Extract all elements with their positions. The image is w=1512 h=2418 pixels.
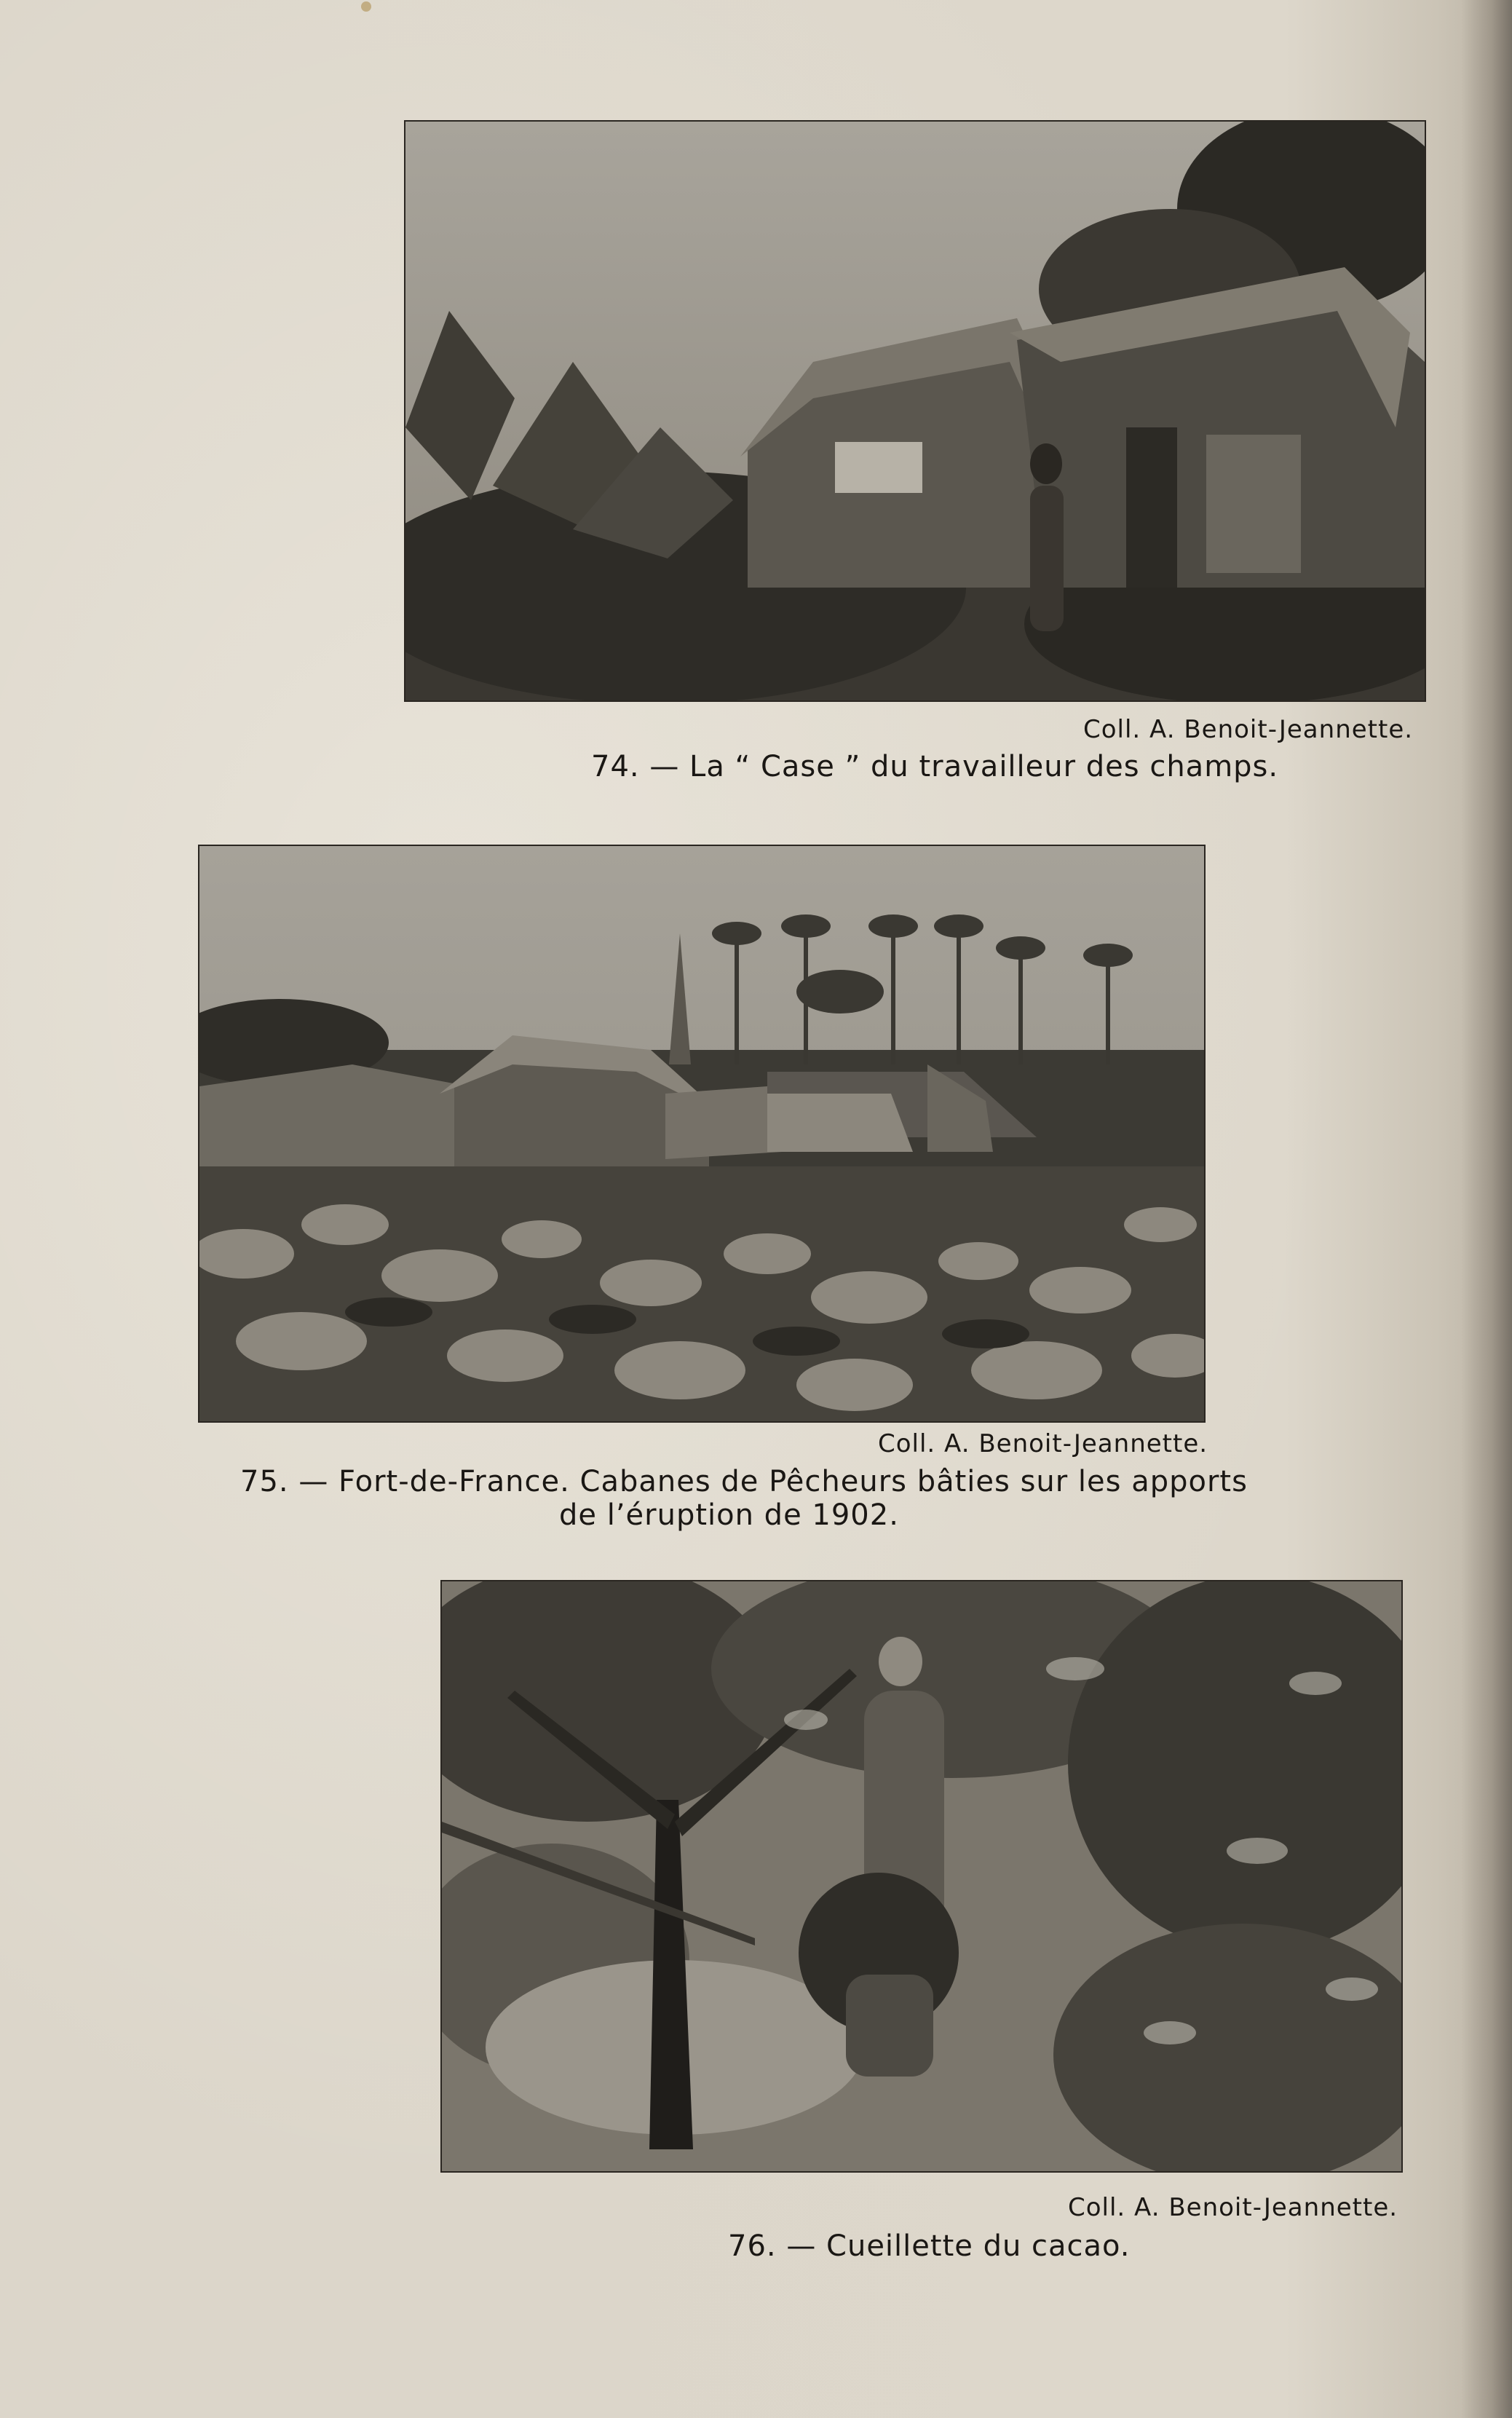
cocoa-harvest-image xyxy=(442,1581,1401,2171)
figure-76-photo xyxy=(440,1580,1403,2173)
figure-76-credit: Coll. A. Benoit-Jeannette. xyxy=(1068,2193,1398,2222)
figure-76-caption: 76. — Cueillette du cacao. xyxy=(728,2229,1131,2263)
figure-75-caption: 75. — Fort-de-France. Cabanes de Pêcheurs bâties sur les apports xyxy=(240,1465,1248,1498)
figure-75-caption-line2: de l’éruption de 1902. xyxy=(559,1498,899,1532)
page-spine-shadow xyxy=(1461,0,1512,2418)
figure-75-credit: Coll. A. Benoit-Jeannette. xyxy=(878,1429,1208,1458)
figure-74-photo xyxy=(404,120,1426,702)
figure-74-caption: 74. — La “ Case ” du travailleur des champs. xyxy=(591,750,1279,783)
paper-stain xyxy=(361,1,371,12)
thatched-huts-image xyxy=(405,122,1425,700)
figure-75-photo xyxy=(198,845,1206,1423)
figure-74-credit: Coll. A. Benoit-Jeannette. xyxy=(1083,715,1414,744)
fishermen-cabins-image xyxy=(199,846,1204,1421)
